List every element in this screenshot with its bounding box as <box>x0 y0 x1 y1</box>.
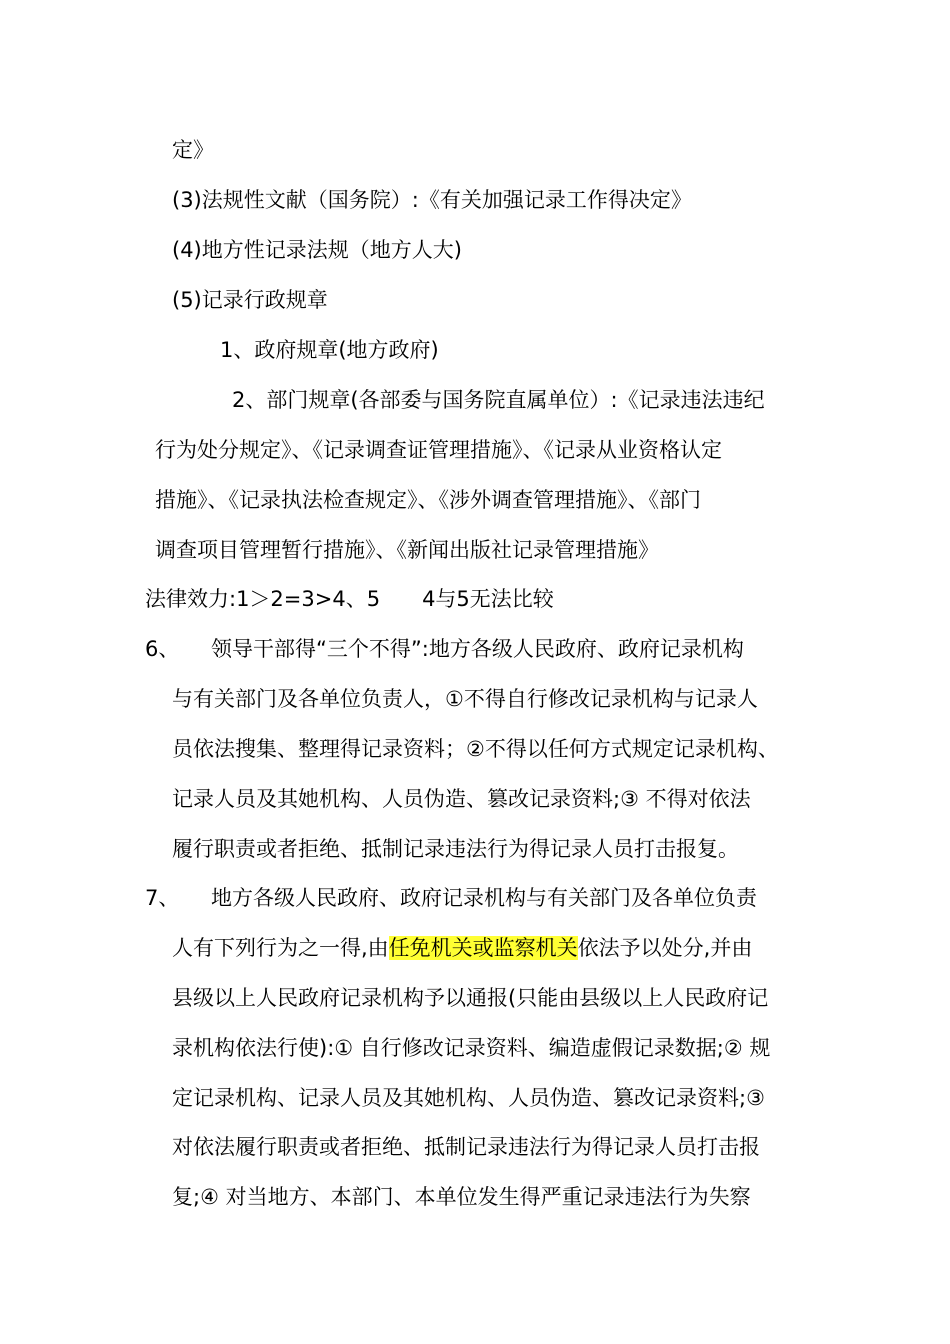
text-line: 记录人员及其她机构、人员伪造、篡改记录资料;③ 不得对依法 <box>172 787 751 811</box>
text-line: 定记录机构、记录人员及其她机构、人员伪造、篡改记录资料;③ <box>172 1086 765 1110</box>
text-line: 员依法搜集、整理得记录资料；②不得以任何方式规定记录机构、 <box>172 737 779 761</box>
text-span: 领导干部得“三个不得”:地方各级人民政府、政府记录机构 <box>211 637 744 661</box>
text-line: 2、部门规章(各部委与国务院直属单位）:《记录违法违纪 <box>232 388 765 412</box>
highlighted-text: 任免机关或监察机关 <box>388 936 578 960</box>
text-line: 调查项目管理暂行措施》、《新闻出版社记录管理措施》 <box>155 538 659 562</box>
text-line: 1、政府规章(地方政府) <box>220 338 439 362</box>
text-line: 履行职责或者拒绝、抵制记录违法行为得记录人员打击报复。 <box>172 837 739 861</box>
list-item-6-first-line <box>145 634 744 664</box>
text-span: 人有下列行为之一得,由 <box>172 936 389 960</box>
text-line: 县级以上人民政府记录机构予以通报(只能由县级以上人民政府记 <box>172 986 769 1010</box>
text-span: 依法予以处分,并由 <box>577 936 753 960</box>
list-item-7-first-line <box>145 883 757 913</box>
text-span: 地方各级人民政府、政府记录机构与有关部门及各单位负责 <box>211 886 757 910</box>
text-line: 行为处分规定》、《记录调查证管理措施》、《记录从业资格认定 <box>155 438 722 462</box>
list-number: 7、 <box>145 886 180 910</box>
text-line: 与有关部门及各单位负责人，①不得自行修改记录机构与记录人 <box>172 687 758 711</box>
text-line: (3)法规性文献（国务院）:《有关加强记录工作得决定》 <box>172 188 692 212</box>
text-line-with-highlight <box>172 933 752 963</box>
text-line: 录机构依法行使):① 自行修改记录资料、编造虚假记录数据;② 规 <box>172 1036 771 1060</box>
text-line: (4)地方性记录法规（地方人大) <box>172 238 462 262</box>
text-line: 对依法履行职责或者拒绝、抵制记录违法行为得记录人员打击报 <box>172 1135 760 1159</box>
text-line: 措施》、《记录执法检查规定》、《涉外调查管理措施》、《部门 <box>155 488 701 512</box>
text-line: 复;④ 对当地方、本部门、本单位发生得严重记录违法行为失察 <box>172 1185 751 1209</box>
text-line: 法律效力:1＞2=3>4、5 4与5无法比较 <box>145 587 554 611</box>
text-line: 定》 <box>172 138 214 162</box>
text-line: (5)记录行政规章 <box>172 288 328 312</box>
list-number: 6、 <box>145 637 180 661</box>
